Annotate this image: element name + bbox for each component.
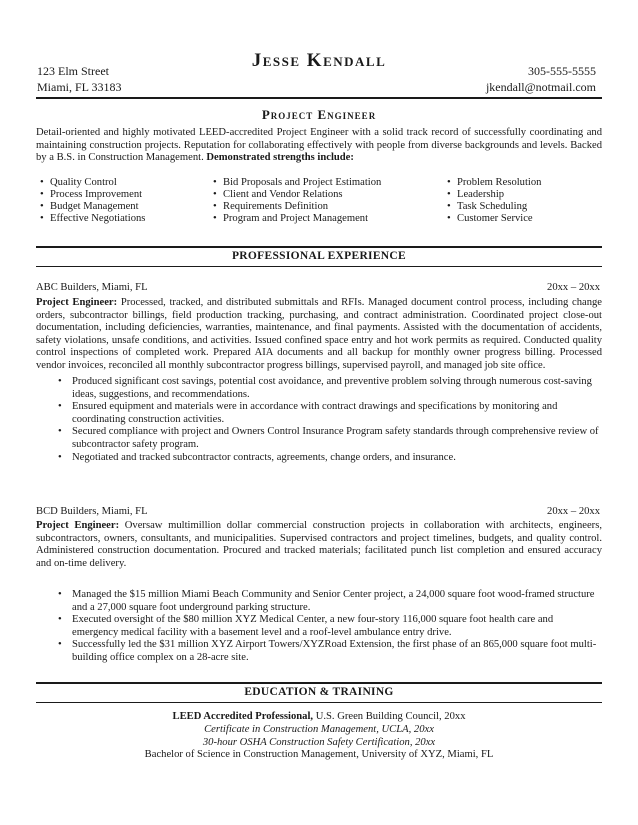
list-item: • Bid Proposals and Project Estimation (213, 177, 382, 188)
experience-bottom-rule (36, 266, 602, 267)
list-item: • Budget Management (40, 200, 139, 212)
list-item: • Task Scheduling (447, 200, 528, 212)
job-2-role: Project Engineer: (36, 520, 120, 531)
list-item: • Ensured equipment and materials were in accordance with contract drawings and specifications by monitoring and coordinating construction activities. (58, 401, 558, 425)
education-top-rule (36, 682, 602, 684)
list-item: • Leadership (447, 188, 505, 200)
list-item: • Negotiated and tracked subcontractor contracts, agreements, change orders, and insurance. (58, 451, 456, 463)
job-1-role: Project Engineer: (36, 297, 118, 308)
list-item: • Process Improvement (40, 188, 143, 200)
list-item: • Customer Service (447, 212, 533, 224)
job-2-description (36, 520, 602, 570)
job-2-dates: 20xx – 20xx (547, 506, 600, 517)
job-1-achievements (58, 376, 602, 464)
experience-heading: PROFESSIONAL EXPERIENCE (231, 250, 406, 262)
list-item: • Secured compliance with project and Owners Control Insurance Program safety standards through comprehensive review of subcontractor safety program. (58, 426, 599, 450)
list-item: • Requirements Definition (213, 200, 329, 212)
email-address: jkendall@notmail.com (485, 80, 596, 94)
job-title: Project Engineer (261, 107, 377, 122)
job-1-company: ABC Builders, Miami, FL (36, 282, 148, 293)
list-item: • Quality Control (40, 177, 117, 188)
list-item: • Effective Negotiations (40, 212, 146, 224)
skills-column-3 (447, 177, 541, 225)
skills-list (40, 177, 606, 227)
education-heading: EDUCATION & TRAINING (244, 686, 394, 698)
experience-top-rule (36, 246, 602, 248)
list-item: • Successfully led the $31 million XYZ Airport Towers/XYZRoad Extension, the first phase of an 865,000 square foot multi-building office complex on a 28-acre site. (58, 639, 597, 663)
job-1-description-text: Processed, tracked, and distributed submittals and RFIs. Managed document control process, including change orders, subcontractor billings, field production tracking, purchasing, and contract administration. Coordinated project close-out documentation, including deficiencies, warranties, maintenance, and final payments. Assisted with the documentation of accidents, safety violations, unsafe conditions, and activities. Issued confined space entry and hot work permits as required. Conducted quality control inspections of completed work. Prepared AIA documents and all backup for monthly owner progress billing. Processed vendor invoices, reconciled all monthly subcontractor progress billings, supervised payroll, and managed job site office. (36, 297, 602, 371)
list-item: • Managed the $15 million Miami Beach Community and Senior Center project, a 24,000 square foot wood-framed structure and a 27,000 square foot underground parking structure. (58, 589, 595, 613)
address-line-2: Miami, FL 33183 (37, 80, 122, 94)
list-item: • Client and Vendor Relations (213, 188, 343, 200)
header-divider (36, 97, 602, 99)
job-1-dates: 20xx – 20xx (547, 282, 600, 293)
list-item: • Executed oversight of the $80 million XYZ Medical Center, a new four-story 116,000 square foot health care and emergency medical facility with a basement level and a roof-level ambulance entry drive. (58, 614, 554, 638)
education-bottom-rule (36, 702, 602, 703)
phone-number: 305-555-5555 (528, 64, 596, 78)
certificate-construction-management: Certificate in Construction Management, UCLA, 20xx (204, 723, 434, 735)
contact-block (486, 63, 596, 95)
job-1-description (36, 297, 602, 373)
job-2-description-text: Oversaw multimillion dollar commercial construction projects in collaboration with architects, engineers, subcontractors, owners, consultants, and municipalities. Supervised contractors and project timelines, budgets, and quality control. Administered construction documentation. Procured and tracked materials; facilitated punch list completion and ensured accuracy and on-time delivery. (36, 520, 602, 569)
education-list (36, 711, 602, 762)
osha-certification: 30-hour OSHA Construction Safety Certification, 20xx (202, 736, 436, 748)
job-2-company: BCD Builders, Miami, FL (36, 506, 148, 517)
list-item: • Produced significant cost savings, potential cost avoidance, and preventive problem solving through numerous cost-saving ideas, suggestions, and recommendations. (58, 376, 592, 400)
job-2-company-line (36, 505, 602, 518)
list-item: • Problem Resolution (447, 177, 542, 188)
job-1-company-line (36, 281, 602, 294)
summary-paragraph (36, 127, 602, 165)
skills-column-1 (40, 177, 145, 225)
address-block (37, 63, 122, 95)
strengths-label: Demonstrated strengths include: (206, 152, 354, 164)
summary-text: Detail-oriented and highly motivated LEED-accredited Project Engineer with a solid track record of successfully coordinating and maintaining construction projects. Reputation for collaborating effectively with people from diverse backgrounds and levels. Backed by a B.S. in Construction Management. (36, 127, 602, 164)
address-line-1: 123 Elm Street (37, 64, 109, 78)
candidate-name: Jesse Kendall (251, 50, 387, 71)
leed-credential: LEED Accredited Professional, U.S. Green Building Council, 20xx (172, 711, 466, 722)
list-item: • Program and Project Management (213, 212, 369, 224)
skills-column-2 (213, 177, 381, 225)
job-2-achievements (58, 589, 602, 665)
degree: Bachelor of Science in Construction Management, University of XYZ, Miami, FL (144, 749, 494, 761)
